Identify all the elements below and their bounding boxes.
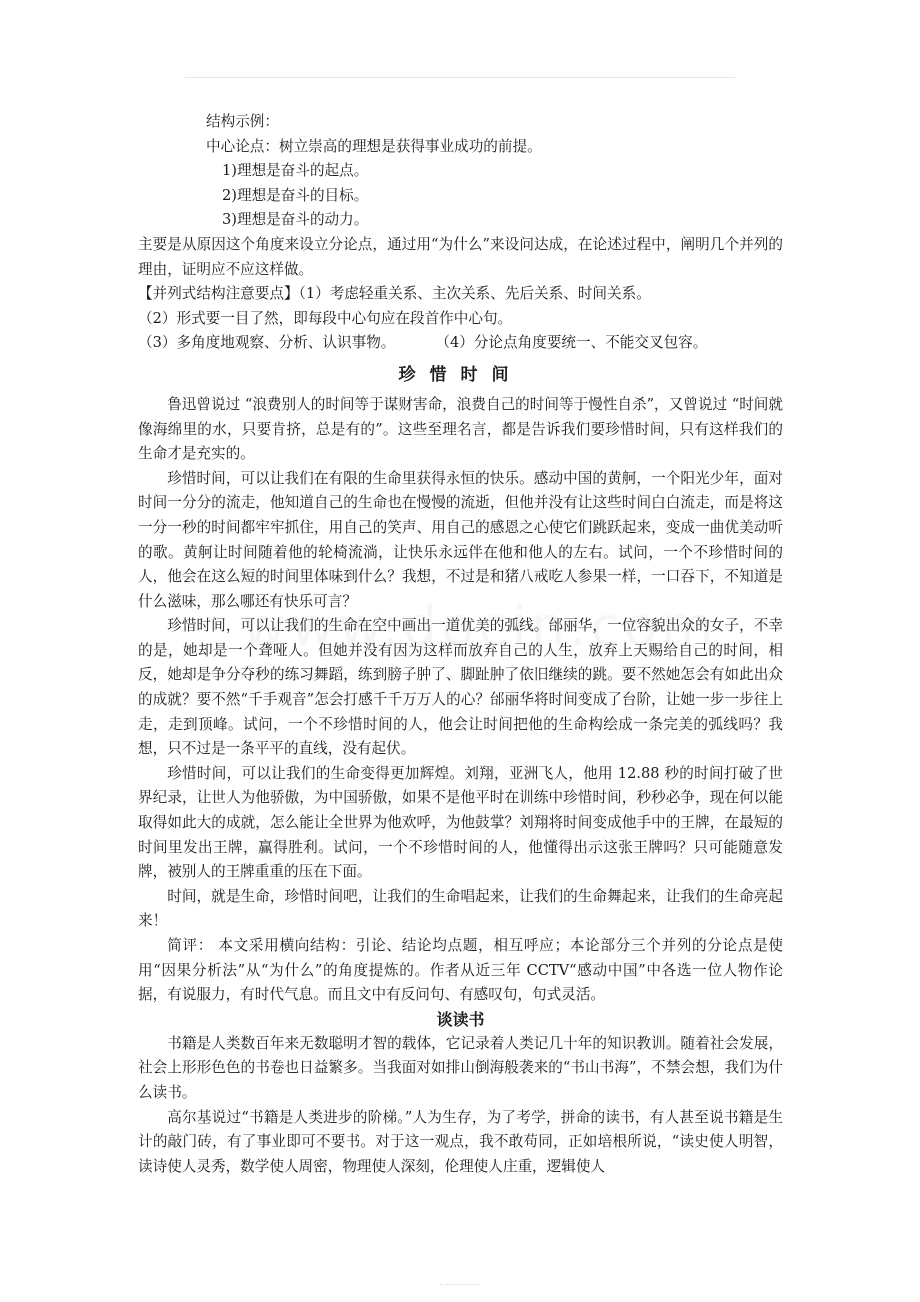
note-item: （4）分论点角度要统一、不能交叉包容。 (435, 334, 708, 352)
structure-note-line-3 (138, 331, 783, 356)
essay-comment: 简评： 本文采用横向结构：引论、结论均点题，相互呼应；本论部分三个并列的分论点是使用“因果分析法”从“为什么”的角度提炼的。作者从近三年 CCTV“感动中国”中各选一位人物作论据，有说服力，有时代气息。而且文中有反问句、有感叹句，句式灵活。 (138, 937, 783, 1004)
essay-paragraph: 珍惜时间，可以让我们的生命变得更加辉煌。刘翔，亚洲飞人，他用 12.88 秒的时间打破了世界纪录，让世人为他骄傲，为中国骄傲，如果不是他平时在训练中珍惜时间，秒秒必争，现在何以能取得如此大的成就，怎么能让全世界为他欢呼，为他鼓掌？刘翔将时间变成他手中的王牌，在最短的时间里发出王牌，赢得胜利。试问，一个不珍惜时间的人，他懂得出示这张王牌吗？只可能随意发牌，被别人的王牌重重的压在下面。 (138, 764, 783, 881)
structure-note-line-1 (138, 282, 783, 307)
structure-point: 3)理想是奋斗的动力。 (222, 211, 369, 229)
structure-explanation: 主要是从原因这个角度来设立分论点，通过用“为什么”来设问达成，在论述过程中，阐明几个并列的理由，证明应不应这样做。 (138, 235, 783, 278)
essay-paragraph: 时间，就是生命，珍惜时间吧，让我们的生命唱起来，让我们的生命舞起来，让我们的生命亮起来！ (138, 887, 783, 930)
footer-mark (440, 1284, 480, 1285)
structure-thesis: 中心论点：树立崇高的理想是获得事业成功的前提。 (206, 137, 542, 155)
essay-title: 珍惜时间 (398, 364, 523, 385)
note-item: （2）形式要一目了然，即每段中心句应在段首作中心句。 (138, 309, 513, 327)
note-item: （1）考虑轻重关系、主次关系、先后关系、时间关系。 (298, 285, 651, 303)
structure-point: 2)理想是奋斗的目标。 (222, 186, 369, 204)
essay-title: 谈读书 (436, 1009, 485, 1029)
structure-point: 1)理想是奋斗的起点。 (222, 162, 369, 180)
note-heading: 【并列式结构注意要点】 (138, 285, 299, 303)
document-page (138, 110, 783, 1179)
header-rule (185, 77, 735, 78)
essay-paragraph: 高尔基说过“书籍是人类进步的阶梯。”人为生存，为了考学，拼命的读书，有人甚至说书籍是生计的敲门砖，有了事业即可不要书。对于这一观点，我不敢苟同，正如培根所说，“读史使人明智，读诗使人灵秀，数学使人周密，物理使人深刻，伦理使人庄重，逻辑使人 (138, 1108, 783, 1175)
structure-label: 结构示例： (206, 113, 279, 130)
essay-paragraph: 珍惜时间，可以让我们的生命在空中画出一道优美的弧线。邰丽华，一位容貌出众的女子，不幸的是，她却是一个聋哑人。但她并没有因为这样而放弃自己的人生，放弃上天赐给自己的时间，相反，她却是争分夺秒的练习舞蹈，练到膀子肿了、脚趾肿了依旧继续的跳。要不然她怎会有如此出众的成就？要不然“千手观音”怎会打感千千万万人的心？邰丽华将时间变成了台阶，让她一步一步往上走，走到顶峰。试问，一个不珍惜时间的人，他会让时间把他的生命构绘成一条完美的弧线吗？我想，只不过是一条平平的直线，没有起伏。 (138, 617, 783, 758)
essay-paragraph: 鲁迅曾说过 “浪费别人的时间等于谋财害命，浪费自己的时间等于慢性自杀”，又曾说过 “时间就像海绵里的水，只要肯挤，总是有的”。这些至理名言，都是告诉我们要珍惜时间，只有这样我们的生命才是充实的。 (138, 395, 783, 463)
essay-paragraph: 书籍是人类数百年来无数聪明才智的载体，它记录着人类记几十年的知识教训。随着社会发展，社会上形形色色的书卷也日益繁多。当我面对如排山倒海般袭来的“书山书海”，不禁会想，我们为什么读书。 (138, 1034, 783, 1101)
note-item: （3）多角度地观察、分析、认识事物。 (138, 334, 396, 352)
essay-paragraph: 珍惜时间，可以让我们在有限的生命里获得永恒的快乐。感动中国的黄舸，一个阳光少年，面对时间一分分的流走，他知道自己的生命也在慢慢的流逝，但他并没有让这些时间白白流走，而是将这一分一秒的时间都牢牢抓住，用自己的笑声、用自己的感恩之心使它们跳跃起来，变成一曲优美动听的歌。黄舸让时间随着他的轮椅流淌，让快乐永远伴在他和他人的左右。试问，一个不珍惜时间的人，他会在这么短的时间里体味到什么？我想，不过是和猪八戒吃人参果一样，一口吞下，不知道是什么滋味，那么哪还有快乐可言？ (138, 469, 783, 610)
